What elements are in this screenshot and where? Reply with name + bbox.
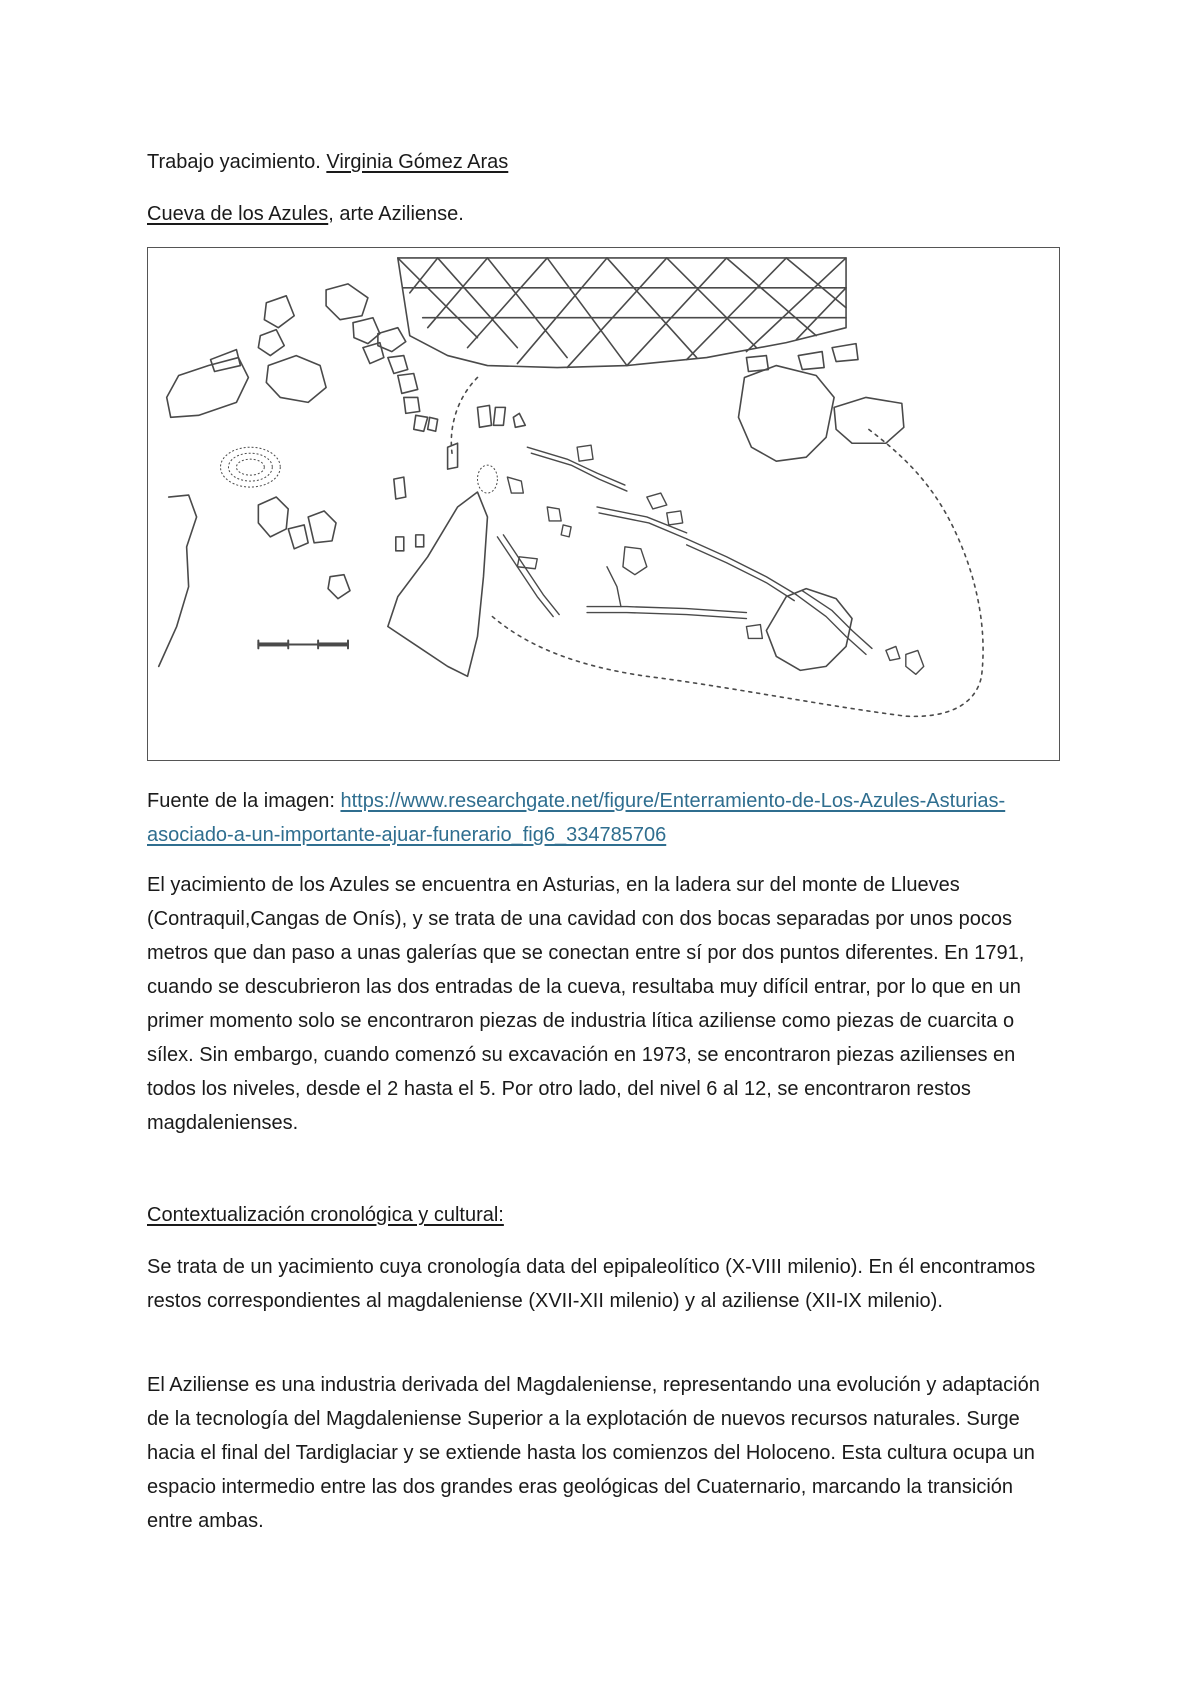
site-name: Cueva de los Azules: [147, 203, 329, 225]
hatched-patch: [220, 447, 497, 493]
paragraph-aziliense: El Aziliense es una industria derivada del Magdaleniense, representando una evolución y adaptación de la tecnología del Magdaleniense Superior a la explotación de nuevos recursos naturales. Surge hacia el final del Tardiglaciar y se extiende hasta los comienzos del Holoceno. Esta cultura ocupa un espacio intermedio entre las dos grandes eras geológicas del Cuaternario, marcando la transición entre ambas.: [147, 1374, 1040, 1532]
document-title: [147, 145, 508, 180]
site-plan-figure: [147, 247, 1060, 761]
skeleton-remains: [497, 445, 923, 674]
central-rock: [388, 492, 488, 676]
subtitle-rest: , arte Aziliense.: [328, 203, 464, 225]
image-source: [147, 784, 1062, 852]
document-subtitle: [147, 197, 464, 232]
paragraph-site-description: El yacimiento de los Azules se encuentra en Asturias, en la ladera sur del monte de Llueves (Contraquil,Cangas de Onís), y se trata de una cavidad con dos bocas separadas por unos pocos metros que dan paso a unas galerías que se conectan entre sí por dos puntos diferentes. En 1791, cuando se descubrieron las dos entradas de la cueva, resultaba muy difícil entrar, por lo que en un primer momento solo se encontraron piezas de industria lítica aziliense como piezas de cuarcita o sílex. Sin embargo, cuando comenzó su excavación en 1973, se encontraron piezas azilienses en todos los niveles, desde el 2 hasta el 5. Por otro lado, del nivel 6 al 12, se encontraron restos magdalenienses.: [147, 874, 1025, 1134]
section-heading-chronology: Contextualización cronológica y cultural:: [147, 1204, 504, 1226]
source-link[interactable]: https://www.researchgate.net/figure/Enterramiento-de-Los-Azules-Asturias-asociado-a-un-importante-ajuar-funerario_fig6_334785706: [147, 790, 1006, 846]
burial-plan-drawing: [148, 248, 1059, 760]
cave-wall-lattice: [398, 258, 846, 368]
source-label: Fuente de la imagen:: [147, 790, 341, 812]
author-name: Virginia Gómez Aras: [326, 151, 509, 173]
title-prefix: Trabajo yacimiento.: [147, 151, 327, 173]
paragraph-chronology: Se trata de un yacimiento cuya cronología data del epipaleolítico (X-VIII milenio). En él encontramos restos correspondientes al magdaleniense (XVII-XII milenio) y al aziliense (XII-IX milenio).: [147, 1256, 1036, 1312]
